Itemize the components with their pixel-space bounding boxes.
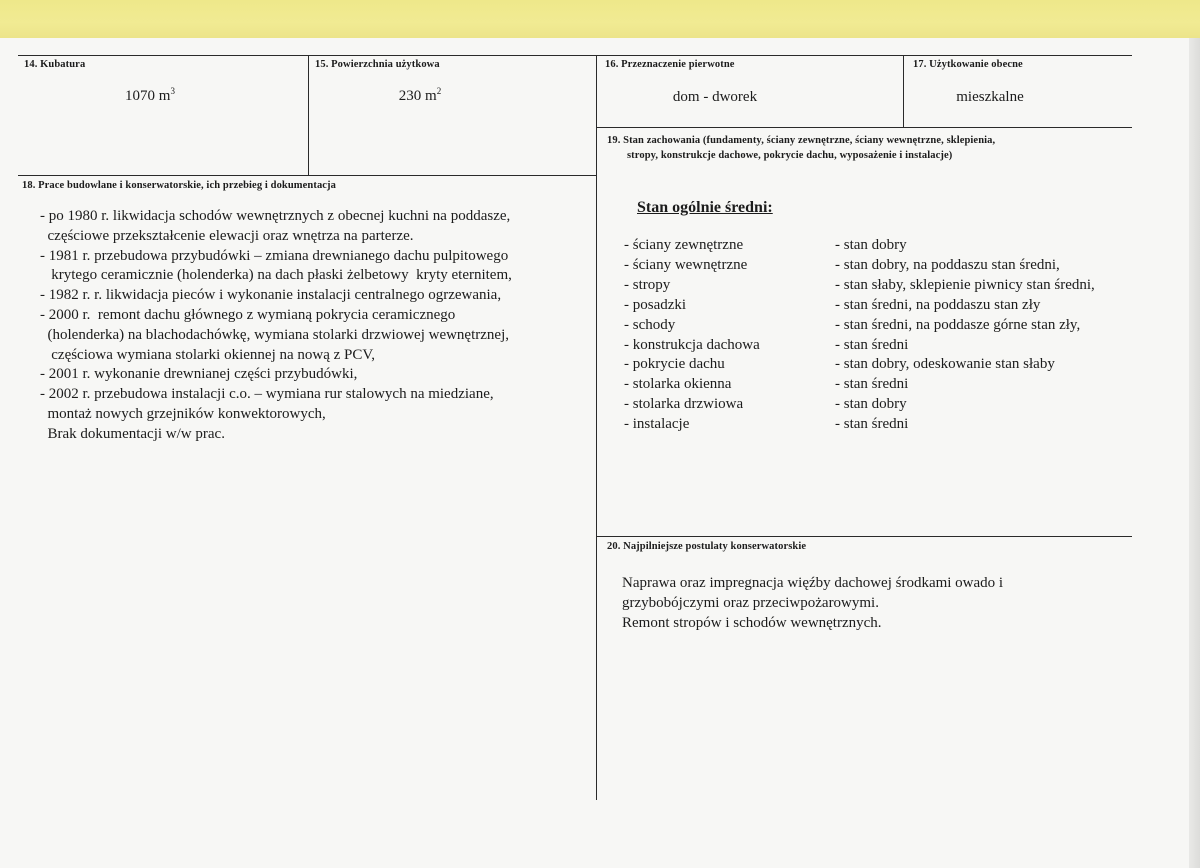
- yellow-top-strip: [0, 0, 1200, 38]
- state-item-value: - stan dobry, na poddaszu stan średni,: [835, 256, 1060, 273]
- works-line: - 2001 r. wykonanie drewnianej części przybudówki,: [40, 366, 358, 383]
- field-16-label: 16. Przeznaczenie pierwotne: [605, 59, 735, 70]
- works-line: - 1982 r. r. likwidacja pieców i wykonanie instalacji centralnego ogrzewania,: [40, 287, 502, 304]
- field-17-label: 17. Użytkowanie obecne: [913, 59, 1023, 70]
- form-sheet: [0, 38, 1189, 868]
- works-line: częściowe przekształcenie elewacji oraz wnętrza na parterze.: [40, 227, 414, 244]
- state-item-name: - stropy: [624, 276, 671, 293]
- field-15-label: 15. Powierzchnia użytkowa: [315, 59, 440, 70]
- field-19-label-line1: 19. Stan zachowania (fundamenty, ściany zewnętrzne, ściany wewnętrzne, sklepienia,: [607, 135, 996, 146]
- state-item-name: - pokrycie dachu: [624, 356, 725, 373]
- works-line: Brak dokumentacji w/w prac.: [40, 425, 225, 442]
- works-line: - po 1980 r. likwidacja schodów wewnętrznych z obecnej kuchni na poddasze,: [40, 208, 511, 224]
- state-item-value: - stan dobry: [835, 396, 907, 413]
- works-line: częściowa wymiana stolarki okiennej na nową z PCV,: [40, 346, 376, 363]
- field-16-value: dom - dworek: [672, 89, 758, 105]
- scan-edge-shadow: [1189, 38, 1200, 868]
- works-line: - 2000 r. remont dachu głównego z wymianą pokrycia ceramicznego: [40, 307, 456, 323]
- works-line: (holenderka) na blachodachówkę, wymiana stolarki drzwiowej wewnętrznej,: [40, 326, 509, 343]
- state-item-value: - stan słaby, sklepienie piwnicy stan średni,: [835, 276, 1095, 293]
- field-19-heading: Stan ogólnie średni:: [637, 199, 773, 216]
- field-15-value: 230 $m^2$: [398, 86, 442, 104]
- state-item-value: - stan średni: [835, 336, 909, 353]
- state-item-value: - stan średni, na poddaszu stan zły: [835, 296, 1041, 313]
- state-item-value: - stan średni: [835, 376, 909, 393]
- divider-14-15: [308, 55, 309, 175]
- state-item-value: - stan dobry, odeskowanie stan słaby: [835, 356, 1055, 373]
- divider-16-19: [596, 127, 1132, 128]
- works-line: krytego ceramicznie (holenderka) na dach płaski żelbetowy kryty eternitem,: [40, 267, 512, 284]
- field-18-label: 18. Prace budowlane i konserwatorskie, ich przebieg i dokumentacja: [22, 180, 337, 191]
- state-item-name: - instalacje: [624, 416, 690, 433]
- form-top-border: [18, 55, 1132, 56]
- state-item-value: - stan średni, na poddasze górne stan zły,: [835, 316, 1081, 333]
- state-item-name: - ściany zewnętrzne: [624, 237, 744, 253]
- postulate-line: Naprawa oraz impregnacja więźby dachowej środkami owado i: [622, 575, 1004, 591]
- state-item-name: - konstrukcja dachowa: [624, 336, 760, 353]
- divider-19-20: [596, 536, 1132, 537]
- divider-14-18: [18, 175, 596, 176]
- works-line: - 2002 r. przebudowa instalacji c.o. – wymiana rur stalowych na miedziane,: [40, 386, 494, 403]
- state-item-name: - schody: [624, 316, 676, 333]
- postulate-line: grzybobójczymi oraz przeciwpożarowymi.: [622, 595, 879, 611]
- postulate-line: Remont stropów i schodów wewnętrznych.: [622, 615, 882, 631]
- field-17-value: mieszkalne: [956, 89, 1024, 105]
- field-20-label: 20. Najpilniejsze postulaty konserwatorskie: [607, 541, 807, 552]
- works-line: - 1981 r. przebudowa przybudówki – zmiana drewnianego dachu pulpitowego: [40, 247, 509, 264]
- field-14-label: 14. Kubatura: [24, 59, 86, 70]
- state-item-value: - stan dobry: [835, 237, 907, 253]
- state-item-name: - ściany wewnętrzne: [624, 256, 748, 273]
- divider-15-16-main: [596, 55, 597, 800]
- divider-16-17: [903, 55, 904, 127]
- works-line: montaż nowych grzejników konwektorowych,: [40, 406, 326, 422]
- state-item-name: - stolarka drzwiowa: [624, 396, 744, 413]
- state-item-name: - stolarka okienna: [624, 376, 732, 393]
- state-item-value: - stan średni: [835, 416, 909, 433]
- state-item-name: - posadzki: [624, 296, 687, 313]
- field-19-label-line2: stropy, konstrukcje dachowe, pokrycie dachu, wyposażenie i instalacje): [627, 150, 953, 161]
- field-14-value: 1070 $m^3$: [125, 86, 175, 104]
